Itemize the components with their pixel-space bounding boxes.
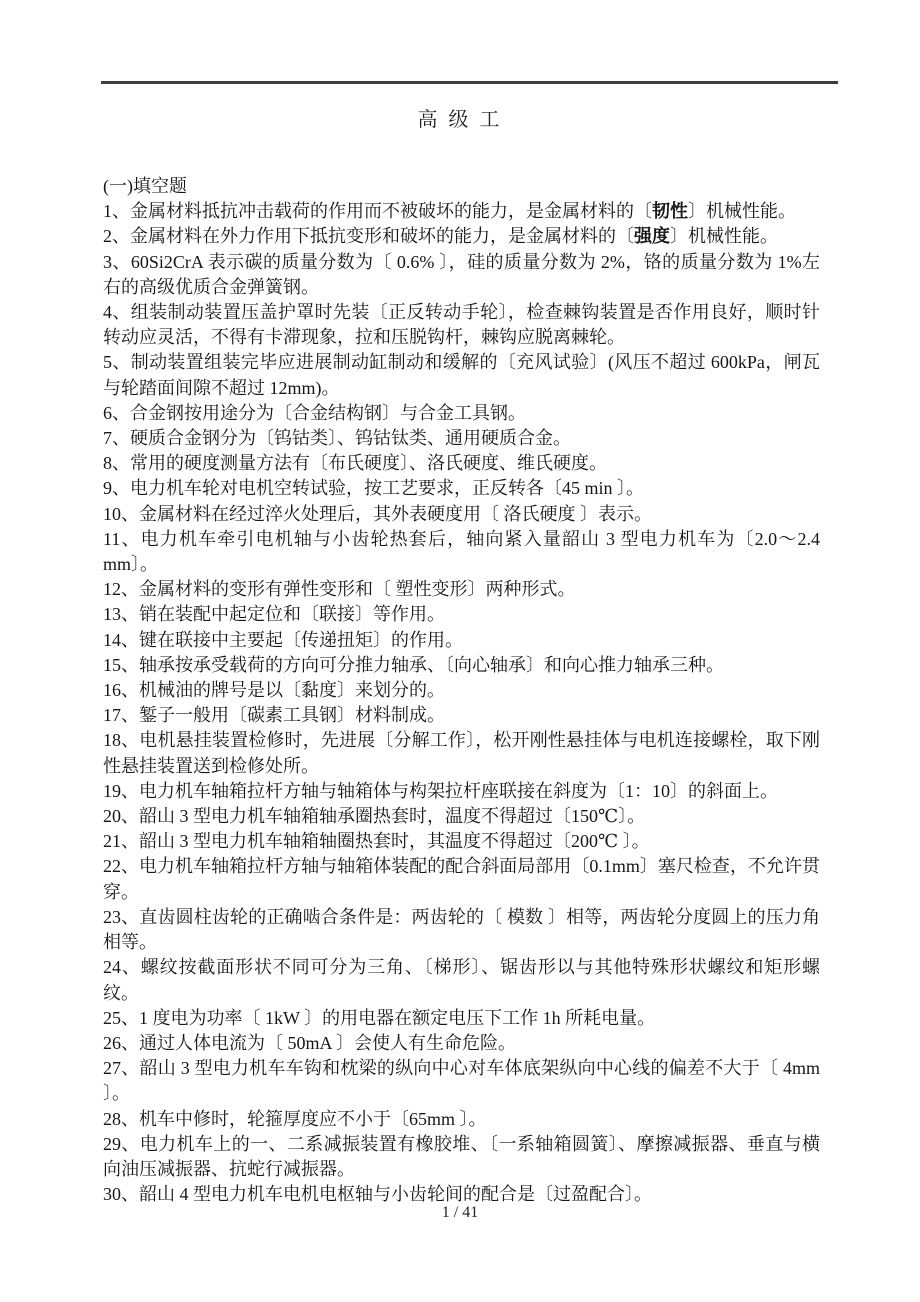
question-item [103, 728, 820, 778]
answer-text: 强度 [634, 226, 670, 247]
question-text: 22、电力机车轴箱拉杆方轴与轴箱体装配的配合斜面局部用〔0.1mm〕塞尺检查，不允许贯穿。 [103, 856, 820, 902]
question-text: 〕机械性能。 [688, 201, 796, 222]
question-item [103, 1006, 820, 1031]
question-item [103, 703, 820, 728]
question-text: 28、机车中修时，轮箍厚度应不小于〔65mm 〕。 [103, 1108, 487, 1129]
question-item [103, 653, 820, 678]
question-text: 25、1 度电为功率〔 1kW 〕的用电器在额定电压下工作 1h 所耗电量。 [103, 1007, 656, 1028]
question-text: 7、硬质合金钢分为〔钨钴类〕、钨钴钛类、通用硬质合金。 [103, 428, 571, 449]
question-item [103, 1056, 820, 1106]
question-item [103, 779, 820, 804]
question-text: 21、韶山 3 型电力机车轴箱轴圈热套时，其温度不得超过〔200℃ 〕。 [103, 831, 650, 852]
question-item [103, 502, 820, 527]
question-item [103, 527, 820, 577]
question-text: 26、通过人体电流为〔 50mA 〕会使人有生命危险。 [103, 1032, 517, 1053]
question-item [103, 401, 820, 426]
question-text: 15、轴承按承受载荷的方向可分推力轴承、〔向心轴承〕和向心推力轴承三种。 [103, 654, 724, 675]
question-text: 23、直齿圆柱齿轮的正确啮合条件是：两齿轮的〔 模数 〕相等，两齿轮分度圆上的压力角相等。 [103, 906, 820, 953]
question-item [103, 804, 820, 829]
question-text: 8、常用的硬度测量方法有〔布氏硬度〕、洛氏硬度、维氏硬度。 [103, 453, 607, 474]
question-text: 12、金属材料的变形有弹性变形和〔 塑性变形〕两种形式。 [103, 579, 576, 600]
question-item [103, 426, 820, 451]
question-item [103, 628, 820, 653]
question-item [103, 829, 820, 854]
question-text: 1、金属材料抵抗冲击载荷的作用而不被破坏的能力，是金属材料的〔 [103, 201, 652, 222]
question-text: 16、机械油的牌号是以〔黏度〕来划分的。 [103, 680, 445, 701]
question-item [103, 1031, 820, 1056]
question-text: 4、组装制动装置压盖护罩时先装〔正反转动手轮〕，检查棘钩装置是否作用良好，顺时针转动应灵活，不得有卡滞现象，拉和压脱钩杆，棘钩应脱离棘轮。 [103, 302, 820, 348]
question-text: 27、韶山 3 型电力机车车钩和枕梁的纵向中心对车体底架纵向中心线的偏差不大于〔 4mm 〕。 [103, 1058, 820, 1104]
section-heading: (一)填空题 [103, 176, 187, 196]
question-item [103, 350, 820, 400]
question-text: 17、錾子一般用〔碳素工具钢〕材料制成。 [103, 705, 445, 726]
question-text: 29、电力机车上的一、二系减振装置有橡胶堆、〔一系轴箱圆簧〕、摩擦减振器、垂直与横向油压减振器、抗蛇行减振器。 [103, 1133, 820, 1179]
question-text: 9、电力机车轮对电机空转试验，按工艺要求，正反转各〔45 min 〕。 [103, 478, 644, 499]
question-text: 11、电力机车牵引电机轴与小齿轮热套后，轴向紧入量韶山 3 型电力机车为〔2.0～2.4 mm〕。 [103, 528, 820, 575]
questions-list [103, 199, 820, 1207]
question-item [103, 250, 820, 300]
question-item [103, 476, 820, 501]
question-item [103, 955, 820, 1005]
question-item [103, 854, 820, 904]
question-item [103, 199, 820, 224]
question-text: 14、键在联接中主要起〔传递扭矩〕的作用。 [103, 629, 463, 650]
question-text: 〕机械性能。 [670, 226, 778, 247]
question-item [103, 678, 820, 703]
question-item [103, 1107, 820, 1132]
question-item [103, 224, 820, 249]
page-number-text: 1 / 41 [441, 1204, 479, 1221]
question-text: 5、制动装置组装完毕应进展制动缸制动和缓解的〔充风试验〕(风压不超过 600kPa，闸瓦与轮踏面间隙不超过 12mm)。 [103, 352, 820, 398]
question-item [103, 577, 820, 602]
question-text: 2、金属材料在外力作用下抵抗变形和破坏的能力，是金属材料的〔 [103, 226, 634, 247]
page-number [0, 1204, 920, 1222]
question-item [103, 602, 820, 627]
question-text: 30、韶山 4 型电力机车电机电枢轴与小齿轮间的配合是〔过盈配合〕。 [103, 1184, 652, 1205]
question-text: 19、电力机车轴箱拉杆方轴与轴箱体与构架拉杆座联接在斜度为〔1：10〕的斜面上。 [103, 780, 778, 801]
question-text: 6、合金钢按用途分为〔合金结构钢〕与合金工具钢。 [103, 402, 526, 423]
question-text: 3、60Si2CrA 表示碳的质量分数为〔 0.6% 〕，硅的质量分数为 2%，铬的质量分数为 1%左右的高级优质合金弹簧钢。 [103, 251, 820, 297]
answer-text: 韧性 [652, 201, 688, 222]
question-text: 18、电机悬挂装置检修时，先进展〔分解工作〕，松开刚性悬挂体与电机连接螺栓，取下刚性悬挂装置送到检修处所。 [103, 730, 820, 776]
question-item [103, 300, 820, 350]
question-item [103, 905, 820, 955]
question-text: 13、销在装配中起定位和〔联接〕等作用。 [103, 604, 445, 625]
page-title: 高 级 工 [417, 109, 503, 131]
question-text: 24、螺纹按截面形状不同可分为三角、〔梯形〕、锯齿形以与其他特殊形状螺纹和矩形螺纹。 [103, 957, 820, 1003]
question-text: 20、韶山 3 型电力机车轴箱轴承圈热套时，温度不得超过〔150℃〕。 [103, 806, 646, 827]
question-item [103, 451, 820, 476]
header-rule [101, 81, 838, 84]
document-body [103, 174, 820, 1207]
question-text: 10、金属材料在经过淬火处理后，其外表硬度用〔 洛氏硬度 〕表示。 [103, 503, 652, 524]
question-item [103, 1132, 820, 1182]
